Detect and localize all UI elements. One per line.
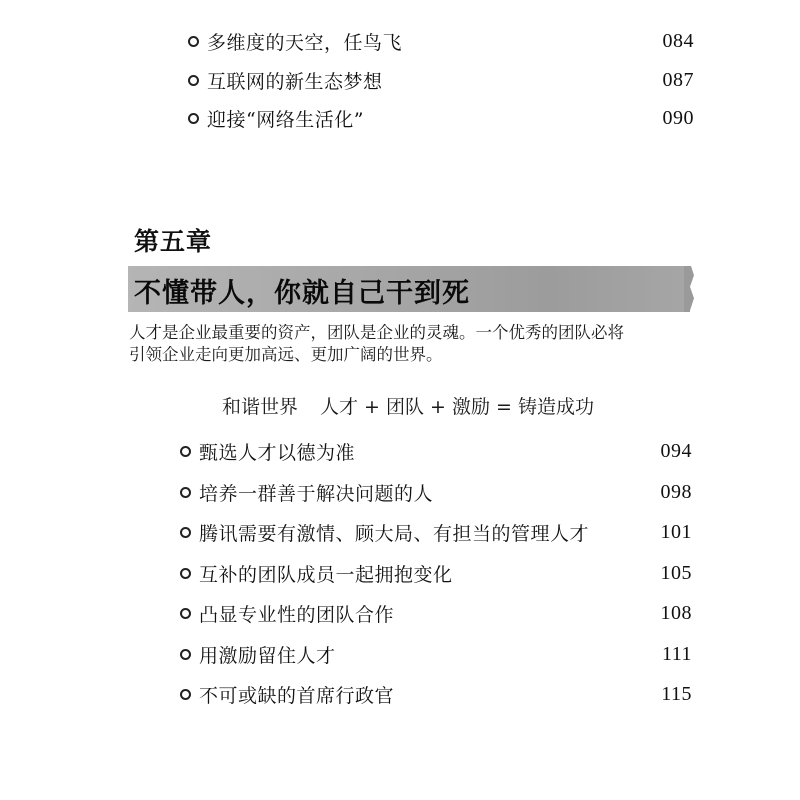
toc-entry[interactable] xyxy=(180,477,692,507)
circle-bullet-icon xyxy=(180,527,191,538)
toc-entry-page: 111 xyxy=(661,642,692,665)
toc-entry[interactable] xyxy=(188,103,694,133)
toc-entry[interactable] xyxy=(180,517,692,547)
chapter-formula xyxy=(222,392,594,419)
toc-entry-page: 090 xyxy=(662,106,694,129)
circle-bullet-icon xyxy=(188,113,199,124)
toc-entry[interactable] xyxy=(180,679,692,709)
chapter-title: 不懂带人，你就自己干到死 xyxy=(134,278,470,309)
circle-bullet-icon xyxy=(180,689,191,700)
intro-line: 引领企业走向更加高远、更加广阔的世界。 xyxy=(129,345,443,364)
formula-left: 和谐世界 xyxy=(222,396,299,418)
toc-entry[interactable] xyxy=(180,436,692,466)
toc-entry[interactable] xyxy=(180,639,692,669)
toc-entry-title: 甄选人才以德为准 xyxy=(199,441,356,464)
toc-entry[interactable] xyxy=(188,26,694,56)
chapter-title-banner xyxy=(128,266,690,312)
toc-entry-title: 迎接“网络生活化” xyxy=(207,108,364,131)
toc-entry[interactable] xyxy=(180,558,692,588)
circle-bullet-icon xyxy=(188,36,199,47)
circle-bullet-icon xyxy=(180,649,191,660)
circle-bullet-icon xyxy=(180,608,191,619)
toc-entry-title: 用激励留住人才 xyxy=(199,644,336,667)
toc-entry-page: 087 xyxy=(662,68,694,91)
chapter-label: 第五章 xyxy=(134,227,213,256)
toc-entry-page: 108 xyxy=(660,601,692,624)
toc-entry-title: 腾讯需要有激情、顾大局、有担当的管理人才 xyxy=(199,522,590,545)
toc-entry-title: 互联网的新生态梦想 xyxy=(207,70,383,93)
toc-entry-title: 不可或缺的首席行政官 xyxy=(199,684,395,707)
intro-line: 人才是企业最重要的资产，团队是企业的灵魂。一个优秀的团队必将 xyxy=(129,323,624,342)
toc-entry-page: 084 xyxy=(662,29,694,52)
toc-entry-page: 105 xyxy=(660,561,692,584)
circle-bullet-icon xyxy=(180,568,191,579)
formula-right: 人才 + 团队 + 激励 = 铸造成功 xyxy=(320,396,595,418)
toc-entry-title: 凸显专业性的团队合作 xyxy=(199,603,395,626)
toc-entry[interactable] xyxy=(180,598,692,628)
circle-bullet-icon xyxy=(180,446,191,457)
toc-entry-page: 098 xyxy=(660,480,692,503)
toc-entry-page: 115 xyxy=(661,682,692,705)
toc-entry-title: 互补的团队成员一起拥抱变化 xyxy=(199,563,453,586)
toc-entry-title: 多维度的天空，任鸟飞 xyxy=(207,31,403,54)
toc-entry-title: 培养一群善于解决问题的人 xyxy=(199,482,434,505)
chapter-intro xyxy=(129,322,689,366)
toc-entry-page: 094 xyxy=(660,439,692,462)
toc-entry-page: 101 xyxy=(660,520,692,543)
banner-torn-edge xyxy=(684,266,694,312)
circle-bullet-icon xyxy=(188,75,199,86)
toc-entry[interactable] xyxy=(188,65,694,95)
circle-bullet-icon xyxy=(180,487,191,498)
